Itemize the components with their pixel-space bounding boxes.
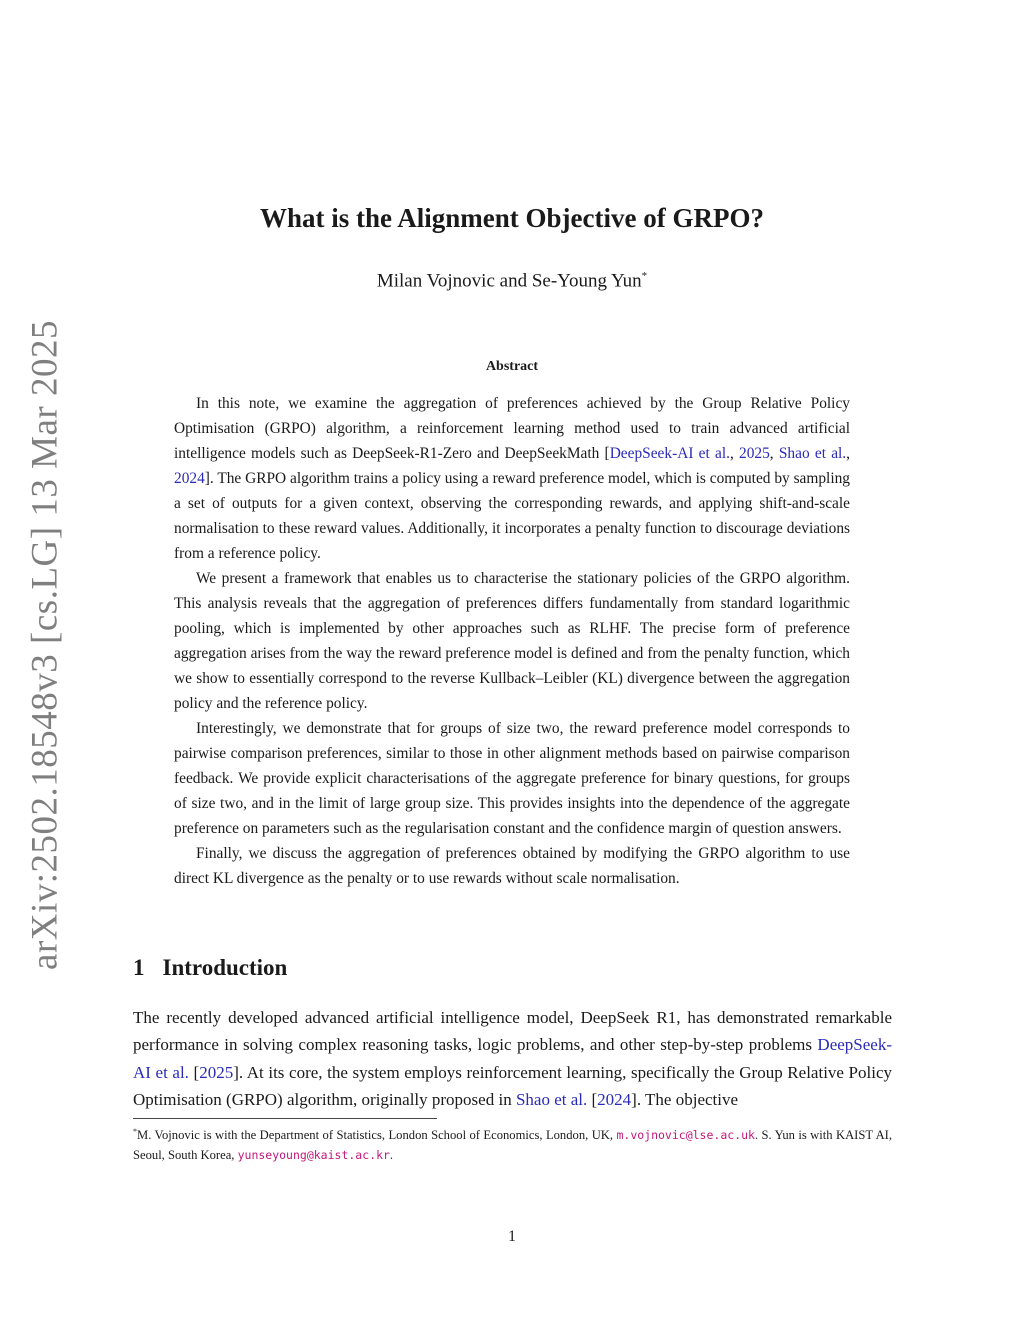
arxiv-identifier-stamp: arXiv:2502.18548v3 [cs.LG] 13 Mar 2025 bbox=[24, 320, 66, 970]
abstract-body bbox=[174, 391, 850, 891]
abstract-paragraph-2: We present a framework that enables us to characterise the stationary policies of the GRPO algorithm. This analysis reveals that the aggregation of preferences differs fundamentally from standard logarithmic pooling, which is implemented by other approaches such as RLHF. The precise form of preference aggregation arises from the way the reward preference model is defined and from the penalty function, which we show to essentially correspond to the reverse Kullback–Leibler (KL) divergence between the aggregation policy and the reference policy. bbox=[174, 570, 850, 712]
intro-text-3: . The objective bbox=[636, 1089, 739, 1109]
citation-shao-year[interactable]: 2024 bbox=[174, 470, 205, 487]
intro-text-1: The recently developed advanced artificial intelligence model, DeepSeek R1, has demonstrated remarkable performance in solving complex reasoning tasks, logic problems, and other step-by-step problems bbox=[133, 1008, 892, 1055]
intro-citation-shao-year[interactable]: 2024 bbox=[597, 1089, 632, 1109]
footnote bbox=[133, 1122, 892, 1165]
intro-citation-deepseek-year[interactable]: 2025 bbox=[199, 1062, 234, 1082]
author-line bbox=[0, 270, 1024, 292]
abstract-p1-text-b: ]. The GRPO algorithm trains a policy using a reward preference model, which is computed by sampling a set of outputs for a given context, observing the corresponding rewards, and applying shift-and-scale normalisation to these reward values. Additionally, it incorporates a penalty function to discourage deviations from a reference policy. bbox=[174, 470, 850, 562]
abstract-p1-text-a: In this note, we examine the aggregation of preferences achieved by the Group Relative Policy Optimisation (GRPO) algorithm, a reinforcement learning method used to train advanced artificial intelligence models such as DeepSeek-R1-Zero and DeepSeekMath [ bbox=[174, 395, 850, 462]
abstract-heading: Abstract bbox=[485, 359, 539, 374]
footnote-text-2: . S. Yun is with KAIST AI, Seoul, South Korea, bbox=[133, 1128, 893, 1163]
email-link-vojnovic[interactable]: m.vojnovic@lse.ac.uk bbox=[616, 1128, 755, 1143]
introduction-body bbox=[133, 1004, 892, 1113]
email-link-yun[interactable]: yunseyoung@kaist.ac.kr bbox=[237, 1148, 390, 1163]
footnote-text-3: . bbox=[389, 1148, 394, 1163]
intro-citation-deepseek-name[interactable]: DeepSeek-AI et al. bbox=[133, 1035, 892, 1082]
intro-paragraph: The recently developed advanced artificial intelligence model, DeepSeek R1, has demonstrated remarkable performance in solving complex reasoning tasks, logic problems, and other step-by-step problems DeepSeek-AI et al. [2025]. At its core, the system employs reinforcement learning, specifically the Group Relative Policy Optimisation (GRPO) algorithm, originally proposed in Shao et al. [2024]. The objective bbox=[133, 1008, 892, 1109]
author-footnote-mark[interactable]: * bbox=[641, 270, 648, 282]
citation-shao-name[interactable]: Shao et al. bbox=[778, 445, 847, 462]
abstract-paragraph-1: In this note, we examine the aggregation of preferences achieved by the Group Relative Policy Optimisation (GRPO) algorithm, a reinforcement learning method used to train advanced artificial intelligence models such as DeepSeek-R1-Zero and DeepSeekMath [DeepSeek-AI et al., 2025, Shao et al., 2024]. The GRPO algorithm trains a policy using a reward preference model, which is computed by sampling a set of outputs for a given context, observing the corresponding rewards, and applying shift-and-scale normalisation to these reward values. Additionally, it incorporates a penalty function to discourage deviations from a reference policy. bbox=[174, 395, 851, 562]
page-number: 1 bbox=[508, 1228, 516, 1245]
intro-text-2: . At its core, the system employs reinforcement learning, specifically the Group Relative Policy Optimisation (GRPO) algorithm, originally proposed in bbox=[133, 1062, 892, 1109]
section-title: Introduction bbox=[162, 955, 288, 980]
section-number: 1 bbox=[133, 955, 145, 980]
footnote-mark: * bbox=[133, 1127, 137, 1136]
intro-citation-shao-name[interactable]: Shao et al. bbox=[515, 1089, 588, 1109]
paper-title: What is the Alignment Objective of GRPO? bbox=[260, 203, 764, 233]
footnote-divider bbox=[133, 1118, 437, 1119]
footnote-text-1: M. Vojnovic is with the Department of Statistics, London School of Economics, London, UK, bbox=[137, 1128, 617, 1143]
citation-deepseek-name[interactable]: DeepSeek-AI et al. bbox=[609, 445, 730, 462]
author-names: Milan Vojnovic and Se-Young Yun bbox=[376, 270, 642, 292]
citation-deepseek-year[interactable]: 2025 bbox=[739, 445, 770, 462]
abstract-paragraph-4: Finally, we discuss the aggregation of preferences obtained by modifying the GRPO algorithm to use direct KL divergence as the penalty or to use rewards without scale normalisation. bbox=[174, 845, 850, 887]
section-heading-introduction bbox=[133, 955, 287, 981]
abstract-paragraph-3: Interestingly, we demonstrate that for groups of size two, the reward preference model corresponds to pairwise comparison preferences, similar to those in other alignment methods based on pairwise comparison feedback. We provide explicit characterisations of the aggregate preference for binary questions, for groups of size two, and in the limit of large group size. This provides insights into the dependence of the aggregate preference on parameters such as the regularisation constant and the confidence margin of question answers. bbox=[174, 720, 850, 837]
